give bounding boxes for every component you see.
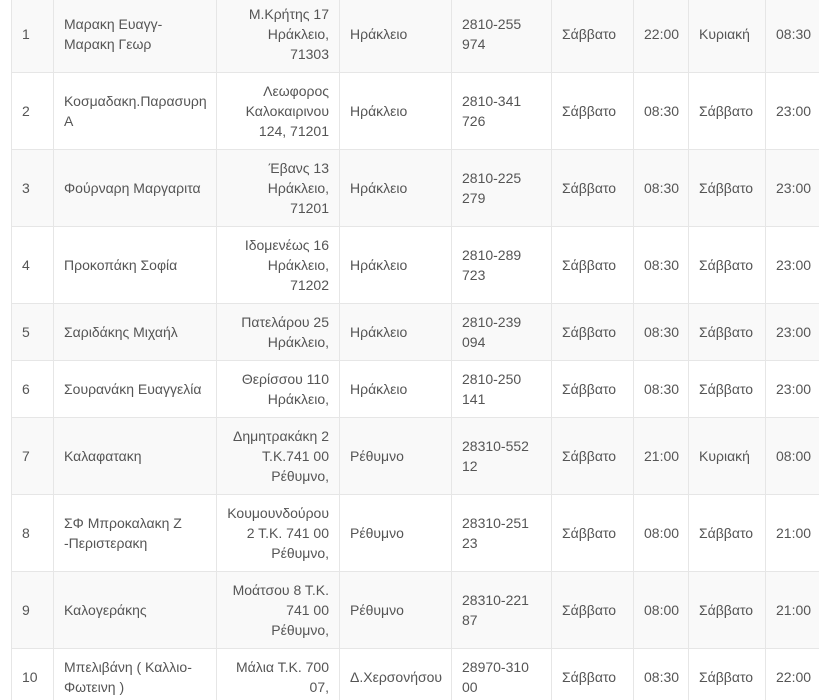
table-row <box>12 361 819 418</box>
pharmacy-city: Ρέθυμνο <box>340 418 452 495</box>
to-day: Σάββατο <box>689 495 766 572</box>
to-day: Σάββατο <box>689 227 766 304</box>
pharmacy-city: Ρέθυμνο <box>340 572 452 649</box>
table-row <box>12 572 819 649</box>
pharmacy-city: Ρέθυμνο <box>340 495 452 572</box>
pharmacy-phone: 28310-251 23 <box>452 495 552 572</box>
pharmacy-address: Λεωφορος Καλοκαιρινου 124, 71201 <box>217 73 340 150</box>
to-day: Σάββατο <box>689 73 766 150</box>
pharmacy-city: Ηράκλειο <box>340 361 452 418</box>
from-day: Σάββατο <box>552 649 634 700</box>
from-day: Σάββατο <box>552 572 634 649</box>
from-day: Σάββατο <box>552 150 634 227</box>
pharmacy-phone: 2810-225 279 <box>452 150 552 227</box>
pharmacy-phone: 2810-239 094 <box>452 304 552 361</box>
from-time: 21:00 <box>634 418 689 495</box>
pharmacy-phone: 28310-221 87 <box>452 572 552 649</box>
from-time: 08:30 <box>634 227 689 304</box>
table-row <box>12 418 819 495</box>
from-time: 08:30 <box>634 361 689 418</box>
pharmacy-city: Ηράκλειο <box>340 0 452 73</box>
row-number: 4 <box>12 227 54 304</box>
from-day: Σάββατο <box>552 418 634 495</box>
row-number: 8 <box>12 495 54 572</box>
pharmacy-phone: 2810-289 723 <box>452 227 552 304</box>
to-time: 23:00 <box>766 361 819 418</box>
table-row <box>12 227 819 304</box>
pharmacy-city: Δ.Χερσονήσου <box>340 649 452 700</box>
row-number: 2 <box>12 73 54 150</box>
to-day: Σάββατο <box>689 304 766 361</box>
pharmacy-name: Καλογεράκης <box>54 572 217 649</box>
from-time: 08:30 <box>634 649 689 700</box>
pharmacy-name: Κοσμαδακη.Παρασυρη Α <box>54 73 217 150</box>
pharmacy-name: Μπελιβάνη ( Καλλιο-Φωτεινη ) <box>54 649 217 700</box>
pharmacy-city: Ηράκλειο <box>340 73 452 150</box>
pharmacy-address: Μοάτσου 8 Τ.Κ. 741 00 Ρέθυμνο, <box>217 572 340 649</box>
to-day: Σάββατο <box>689 361 766 418</box>
pharmacy-phone: 28970-310 00 <box>452 649 552 700</box>
pharmacy-address: Πατελάρου 25 Ηράκλειο, <box>217 304 340 361</box>
row-number: 6 <box>12 361 54 418</box>
pharmacy-phone: 2810-341 726 <box>452 73 552 150</box>
from-time: 08:00 <box>634 572 689 649</box>
pharmacy-table <box>11 0 819 700</box>
pharmacy-name: Σαριδάκης Μιχαήλ <box>54 304 217 361</box>
to-day: Κυριακή <box>689 418 766 495</box>
table-row <box>12 73 819 150</box>
row-number: 9 <box>12 572 54 649</box>
from-day: Σάββατο <box>552 495 634 572</box>
pharmacy-address: Θερίσσου 110 Ηράκλειο, <box>217 361 340 418</box>
from-time: 08:30 <box>634 150 689 227</box>
pharmacy-name: Σουρανάκη Ευαγγελία <box>54 361 217 418</box>
pharmacy-city: Ηράκλειο <box>340 227 452 304</box>
pharmacy-city: Ηράκλειο <box>340 304 452 361</box>
from-time: 08:00 <box>634 495 689 572</box>
table-row <box>12 0 819 73</box>
to-time: 22:00 <box>766 649 819 700</box>
row-number: 1 <box>12 0 54 73</box>
from-day: Σάββατο <box>552 227 634 304</box>
to-time: 23:00 <box>766 150 819 227</box>
pharmacy-phone: 2810-250 141 <box>452 361 552 418</box>
from-time: 08:30 <box>634 304 689 361</box>
row-number: 3 <box>12 150 54 227</box>
table-row <box>12 150 819 227</box>
to-day: Σάββατο <box>689 649 766 700</box>
to-time: 23:00 <box>766 304 819 361</box>
to-time: 21:00 <box>766 572 819 649</box>
pharmacy-address: Μάλια Τ.Κ. 700 07, <box>217 649 340 700</box>
to-time: 23:00 <box>766 73 819 150</box>
pharmacy-address: Έβανς 13 Ηράκλειο, 71201 <box>217 150 340 227</box>
pharmacy-city: Ηράκλειο <box>340 150 452 227</box>
from-day: Σάββατο <box>552 304 634 361</box>
pharmacy-name: Φούρναρη Μαργαριτα <box>54 150 217 227</box>
table-row <box>12 304 819 361</box>
from-day: Σάββατο <box>552 0 634 73</box>
table-row <box>12 495 819 572</box>
pharmacy-address: Μ.Κρήτης 17 Ηράκλειο, 71303 <box>217 0 340 73</box>
row-number: 10 <box>12 649 54 700</box>
pharmacy-address: Δημητρακάκη 2 Τ.Κ.741 00 Ρέθυμνο, <box>217 418 340 495</box>
to-time: 21:00 <box>766 495 819 572</box>
to-day: Κυριακή <box>689 0 766 73</box>
row-number: 7 <box>12 418 54 495</box>
pharmacy-address: Κουμουνδούρου 2 Τ.Κ. 741 00 Ρέθυμνο, <box>217 495 340 572</box>
to-day: Σάββατο <box>689 150 766 227</box>
pharmacy-name: ΣΦ Μπροκαλακη Ζ -Περιστερακη <box>54 495 217 572</box>
from-time: 22:00 <box>634 0 689 73</box>
to-time: 08:00 <box>766 418 819 495</box>
pharmacy-address: Ιδομενέως 16 Ηράκλειο, 71202 <box>217 227 340 304</box>
from-day: Σάββατο <box>552 73 634 150</box>
table-row <box>12 649 819 700</box>
pharmacy-name: Καλαφατακη <box>54 418 217 495</box>
to-time: 23:00 <box>766 227 819 304</box>
pharmacy-phone: 28310-552 12 <box>452 418 552 495</box>
to-day: Σάββατο <box>689 572 766 649</box>
to-time: 08:30 <box>766 0 819 73</box>
from-day: Σάββατο <box>552 361 634 418</box>
row-number: 5 <box>12 304 54 361</box>
pharmacy-name: Προκοπάκη Σοφία <box>54 227 217 304</box>
pharmacy-name: Μαρακη Ευαγγ-Μαρακη Γεωρ <box>54 0 217 73</box>
from-time: 08:30 <box>634 73 689 150</box>
pharmacy-phone: 2810-255 974 <box>452 0 552 73</box>
